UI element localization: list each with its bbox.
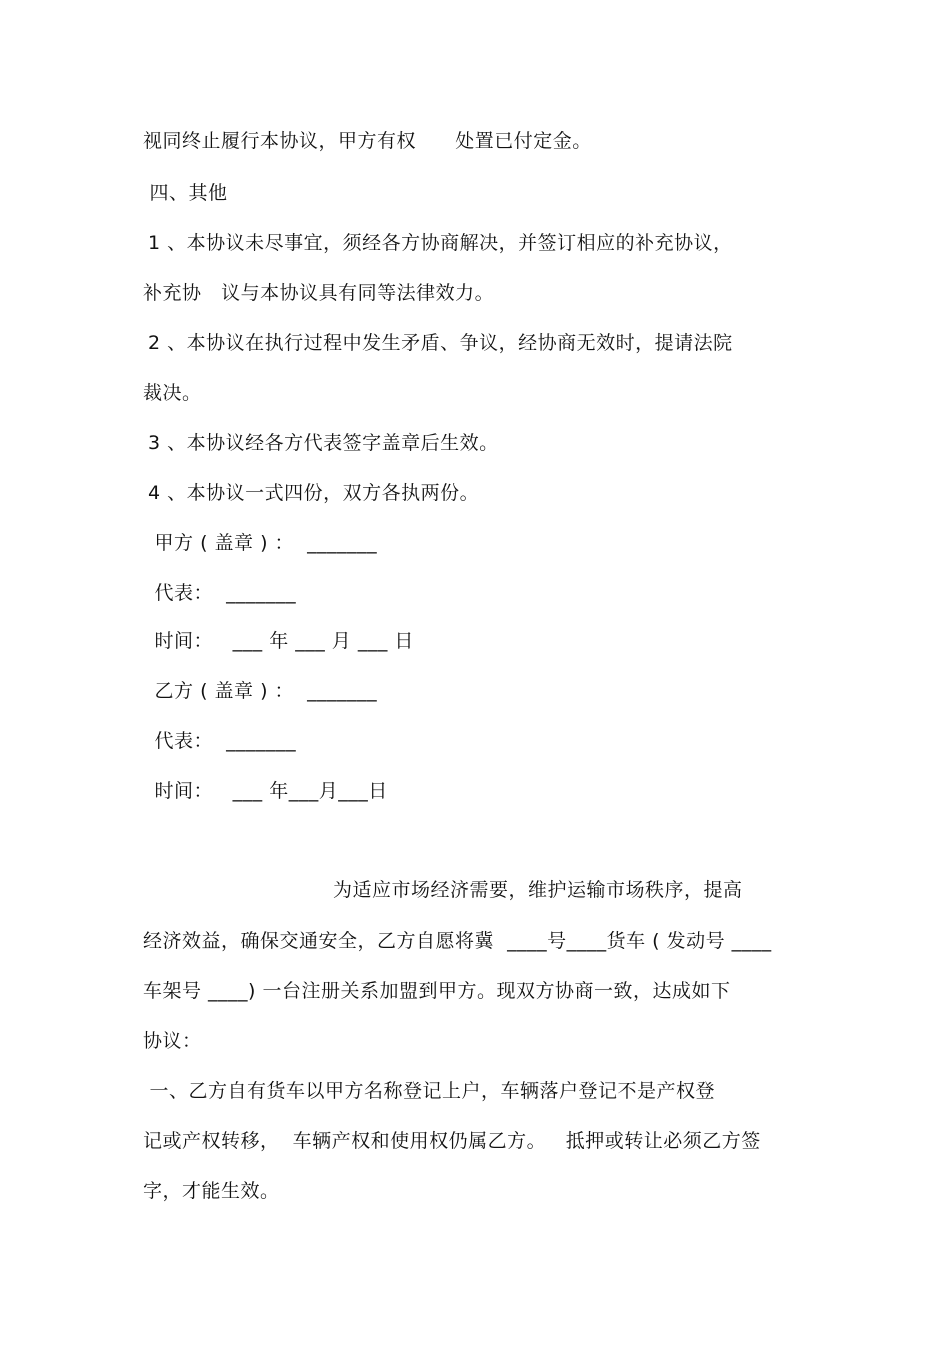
signature-date-a: 时间： ___ 年 ___ 月 ___ 日 [148, 630, 414, 652]
text-line: 字，才能生效。 [143, 1180, 280, 1202]
text-line: 为适应市场经济需要，维护运输市场秩序，提高 [333, 879, 743, 901]
text-line: 补充协 议与本协议具有同等法律效力。 [143, 282, 495, 304]
signature-party-a: 甲方 ( 盖章 ) ： _______ [148, 532, 378, 554]
text-line: 3 、本协议经各方代表签字盖章后生效。 [148, 432, 499, 454]
signature-date-b: 时间： ___ 年___月___日 [148, 780, 388, 802]
text-line: 1 、本协议未尽事宜，须经各方协商解决，并签订相应的补充协议， [148, 232, 733, 254]
text-line: 4 、本协议一式四份，双方各执两份。 [148, 482, 480, 504]
signature-party-b: 乙方 ( 盖章 ) ： _______ [148, 680, 378, 702]
text-line: 协议： [143, 1030, 202, 1052]
text-line: 视同终止履行本协议，甲方有权 处置已付定金。 [143, 130, 592, 152]
text-line: 2 、本协议在执行过程中发生矛盾、争议，经协商无效时，提请法院 [148, 332, 733, 354]
text-line: 记或产权转移， 车辆产权和使用权仍属乙方。 抵押或转让必须乙方签 [143, 1130, 761, 1152]
signature-representative-b: 代表： _______ [148, 730, 297, 752]
text-line: 一、乙方自有货车以甲方名称登记上户，车辆落户登记不是产权登 [143, 1080, 716, 1102]
text-line: 车架号 ____) 一台注册关系加盟到甲方。现双方协商一致，达成如下 [143, 980, 731, 1002]
signature-representative-a: 代表： _______ [148, 582, 297, 604]
section-heading: 四、其他 [143, 182, 228, 204]
text-line: 裁决。 [143, 382, 202, 404]
text-line: 经济效益，确保交通安全，乙方自愿将冀 ____号____货车 ( 发动号 ____ [143, 930, 772, 952]
